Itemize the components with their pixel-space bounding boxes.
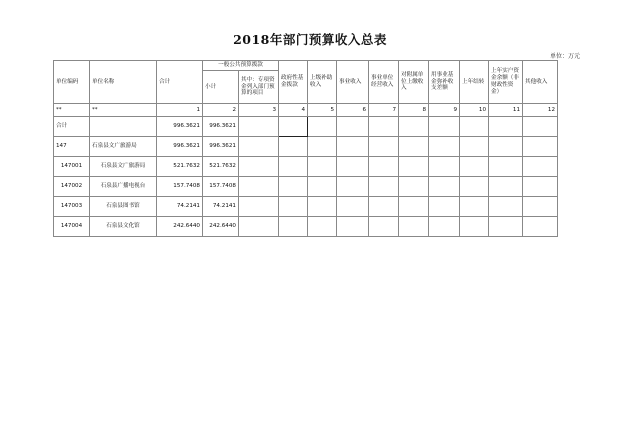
row-subtotal: 996.3621	[203, 137, 239, 157]
empty-cell	[279, 137, 308, 157]
row-subtotal: 242.6440	[203, 217, 239, 237]
empty-cell	[308, 197, 337, 217]
empty-cell	[399, 197, 429, 217]
index-row	[54, 104, 558, 117]
empty-cell	[460, 137, 489, 157]
empty-cell	[369, 117, 399, 137]
empty-cell	[489, 197, 523, 217]
row-subtotal: 521.7632	[203, 157, 239, 177]
empty-cell	[460, 217, 489, 237]
empty-cell	[239, 137, 279, 157]
empty-cell	[523, 157, 558, 177]
empty-cell	[460, 177, 489, 197]
empty-cell	[399, 137, 429, 157]
col-header-carryover: 上年结转	[460, 61, 489, 104]
empty-cell	[399, 117, 429, 137]
index-number: 8	[399, 104, 429, 117]
empty-cell	[369, 197, 399, 217]
empty-cell	[308, 157, 337, 177]
row-total: 521.7632	[157, 157, 203, 177]
table-row	[54, 117, 558, 137]
table-row	[54, 177, 558, 197]
empty-cell	[239, 117, 279, 137]
empty-cell	[523, 177, 558, 197]
empty-cell	[489, 117, 523, 137]
empty-cell	[308, 217, 337, 237]
index-number: 3	[239, 104, 279, 117]
index-code: **	[54, 104, 90, 117]
empty-cell	[337, 117, 369, 137]
row-total: 996.3621	[157, 137, 203, 157]
col-header-operating-income: 事业单位经营收入	[369, 61, 399, 104]
index-name: **	[90, 104, 157, 117]
empty-cell	[429, 117, 460, 137]
empty-cell	[369, 157, 399, 177]
empty-cell	[399, 217, 429, 237]
row-code: 147001	[54, 157, 90, 177]
empty-cell	[489, 217, 523, 237]
row-subtotal: 157.7408	[203, 177, 239, 197]
empty-cell	[460, 197, 489, 217]
col-header-other-income: 其他收入	[523, 61, 558, 104]
empty-cell	[523, 197, 558, 217]
row-subtotal: 996.3621	[203, 117, 239, 137]
row-total: 74.2141	[157, 197, 203, 217]
empty-cell	[337, 137, 369, 157]
empty-cell	[369, 177, 399, 197]
empty-cell	[429, 157, 460, 177]
empty-cell	[429, 177, 460, 197]
empty-cell	[429, 197, 460, 217]
budget-table	[53, 60, 558, 237]
index-number: 4	[279, 104, 308, 117]
col-header-fund-compensation: 用事业基金弥补收支差额	[429, 61, 460, 104]
empty-cell	[429, 217, 460, 237]
empty-cell	[523, 217, 558, 237]
col-header-business-income: 事业收入	[337, 61, 369, 104]
row-name: 石泉县文广旅游局	[90, 137, 157, 157]
index-number: 12	[523, 104, 558, 117]
col-header-gov-fund: 政府性基金拨款	[279, 61, 308, 104]
col-header-affiliated-income: 对附属单位上缴收入	[399, 61, 429, 104]
row-code: 147003	[54, 197, 90, 217]
row-name: 石泉县文化馆	[90, 217, 157, 237]
col-header-unit-code: 单位编码	[54, 61, 90, 104]
row-total: 157.7408	[157, 177, 203, 197]
row-name: 石泉县广播电视台	[90, 177, 157, 197]
empty-cell	[337, 217, 369, 237]
empty-cell	[429, 137, 460, 157]
empty-cell	[460, 117, 489, 137]
col-header-general-budget: 一般公共预算拨款	[203, 61, 279, 71]
index-number: 10	[460, 104, 489, 117]
empty-cell	[489, 177, 523, 197]
row-name	[90, 117, 157, 137]
table-row	[54, 197, 558, 217]
table-row	[54, 137, 558, 157]
empty-cell	[460, 157, 489, 177]
empty-cell	[489, 157, 523, 177]
empty-cell	[279, 217, 308, 237]
index-number: 11	[489, 104, 523, 117]
empty-cell	[369, 217, 399, 237]
empty-cell	[239, 157, 279, 177]
col-header-total: 合计	[157, 61, 203, 104]
empty-cell	[239, 197, 279, 217]
empty-cell	[369, 137, 399, 157]
empty-cell	[279, 197, 308, 217]
empty-cell	[337, 177, 369, 197]
row-code: 147004	[54, 217, 90, 237]
empty-cell	[337, 157, 369, 177]
index-number: 6	[337, 104, 369, 117]
empty-cell	[239, 177, 279, 197]
index-number: 2	[203, 104, 239, 117]
empty-cell	[279, 157, 308, 177]
empty-cell	[308, 177, 337, 197]
empty-cell	[399, 157, 429, 177]
empty-cell	[308, 137, 337, 157]
col-header-subtotal: 小计	[203, 71, 239, 104]
row-subtotal: 74.2141	[203, 197, 239, 217]
row-name: 石泉县图书馆	[90, 197, 157, 217]
page-title: 2018年部门预算收入总表	[233, 32, 387, 47]
table-row	[54, 157, 558, 177]
col-header-prior-balance: 上年实户资金余额（非财政性资金）	[489, 61, 523, 104]
col-header-upper-subsidy: 上级补助收入	[308, 61, 337, 104]
row-code: 147002	[54, 177, 90, 197]
table-row	[54, 217, 558, 237]
index-number: 1	[157, 104, 203, 117]
row-total: 242.6440	[157, 217, 203, 237]
row-code: 合计	[54, 117, 90, 137]
empty-cell	[337, 197, 369, 217]
header-row-1	[54, 61, 558, 71]
empty-cell	[279, 177, 308, 197]
empty-cell	[523, 137, 558, 157]
selected-cell[interactable]	[279, 117, 308, 137]
index-number: 7	[369, 104, 399, 117]
empty-cell	[489, 137, 523, 157]
unit-label: 单位：万元	[549, 53, 580, 60]
empty-cell	[523, 117, 558, 137]
empty-cell	[399, 177, 429, 197]
index-number: 9	[429, 104, 460, 117]
row-code: 147	[54, 137, 90, 157]
row-total: 996.3621	[157, 117, 203, 137]
empty-cell	[239, 217, 279, 237]
index-number: 5	[308, 104, 337, 117]
empty-cell	[308, 117, 337, 137]
col-header-special-included: 其中：专项资金列入部门预算的项目	[239, 71, 279, 104]
col-header-unit-name: 单位名称	[90, 61, 157, 104]
row-name: 石泉县文广旅游局	[90, 157, 157, 177]
